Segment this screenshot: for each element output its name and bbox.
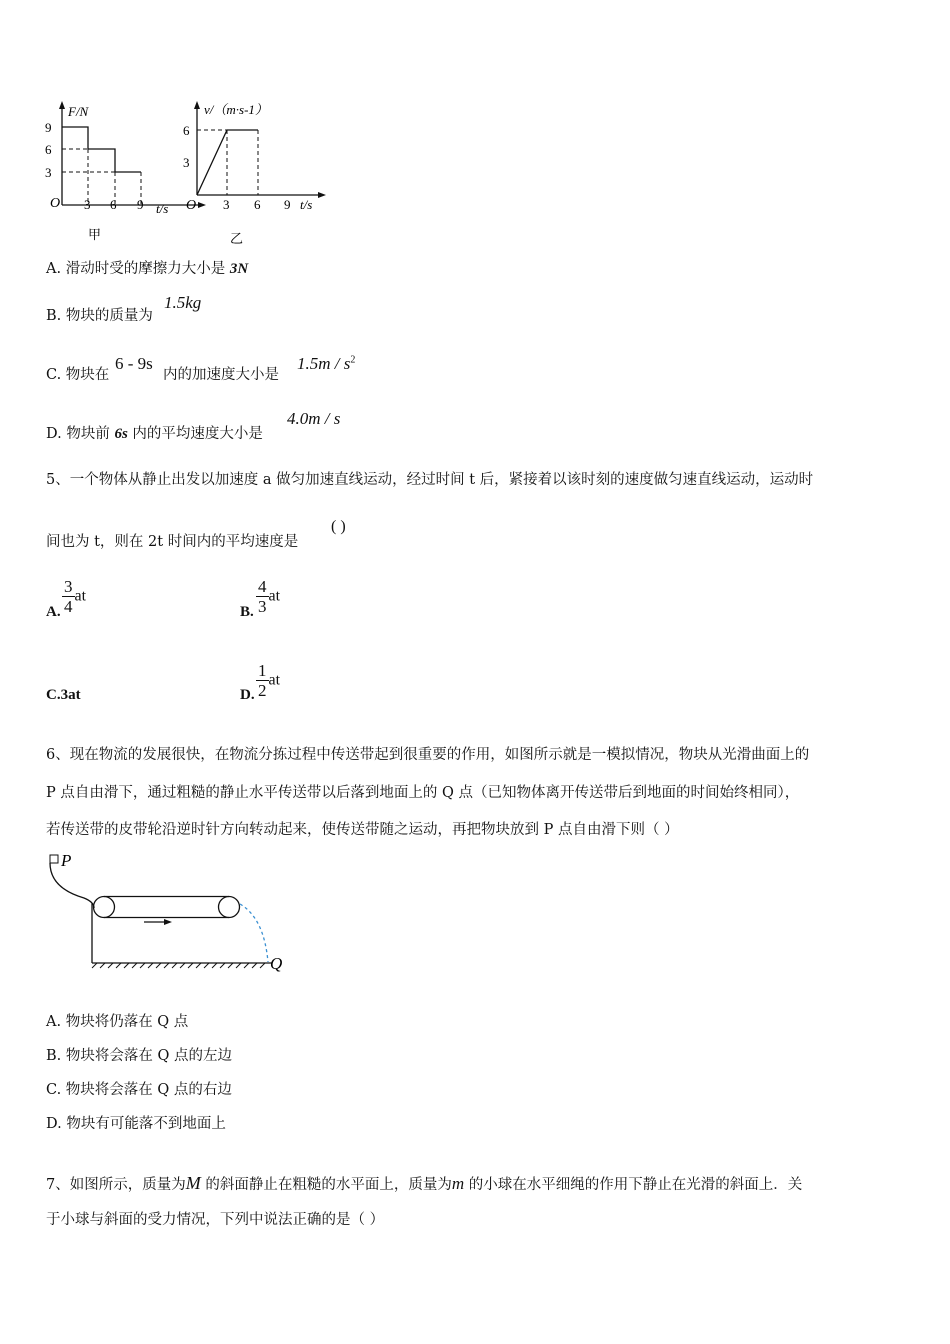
y-tick: 6 xyxy=(45,142,52,157)
q5-option-a-math xyxy=(62,577,86,616)
block-icon xyxy=(50,855,58,863)
fraction xyxy=(256,577,269,616)
q7-mass-m: m xyxy=(451,1174,465,1193)
graph-left-ylabel: F/N xyxy=(68,104,89,119)
origin-label: O xyxy=(50,196,61,211)
q4-b-math: 1.5kg xyxy=(164,293,202,312)
origin-label: O xyxy=(186,198,197,213)
fraction xyxy=(62,577,75,616)
q4-d-math: 4.0m / s xyxy=(287,409,341,428)
graph-right-xlabel: t/s xyxy=(300,197,313,212)
option-text: A. 滑动时受的摩擦力大小是 xyxy=(46,261,230,277)
q6-option-a: A. 物块将仍落在 Q 点 xyxy=(46,1014,189,1030)
q7-line2: 于小球与斜面的受力情况，下列中说法正确的是（ ） xyxy=(46,1212,385,1228)
q5-paren: ( ) xyxy=(331,518,346,535)
graph-right-caption: 乙 xyxy=(230,231,244,246)
trajectory xyxy=(240,904,268,962)
q5-line2: 间也为 t，则在 2t 时间内的平均速度是 xyxy=(46,534,299,550)
math-sup: 2 xyxy=(350,354,356,366)
q4-c-math1: 6 - 9s xyxy=(115,354,153,373)
q6-line2: P 点自由滑下，通过粗糙的静止水平传送带以后落到地面上的 Q 点（已知物体离开传送带后到地面的时间始终相同）， xyxy=(46,785,800,801)
y-tick: 9 xyxy=(45,120,52,135)
q4-option-a xyxy=(46,259,248,279)
q6-option-b: B. 物块将会落在 Q 点的左边 xyxy=(46,1048,232,1064)
denominator: 3 xyxy=(258,597,267,616)
q6-line1: 6、现在物流的发展很快，在物流分拣过程中传送带起到很重要的作用，如图所示就是一模拟情况，物块从光滑曲面上的 xyxy=(46,747,810,763)
denominator: 4 xyxy=(64,597,73,616)
curved-surface xyxy=(50,863,94,908)
q5-option-b-label: B. xyxy=(240,604,254,620)
x-tick: 9 xyxy=(284,197,291,212)
numerator: 1 xyxy=(258,661,267,680)
q4-option-d xyxy=(46,424,263,444)
q7-line1 xyxy=(46,1173,802,1195)
y-tick: 3 xyxy=(45,165,52,180)
option-text: 内的平均速度大小是 xyxy=(127,426,263,442)
q7-text: 7、如图所示，质量为 xyxy=(46,1177,186,1193)
q5-option-a-label: A. xyxy=(46,604,61,620)
fraction xyxy=(256,661,269,700)
q5-option-b-math xyxy=(256,577,280,616)
q4-c-text2: 内的加速度大小是 xyxy=(163,367,279,383)
option-value: 3N xyxy=(229,261,249,277)
math-text: 1.5m / s xyxy=(297,354,351,373)
graph-left-caption: 甲 xyxy=(88,227,102,242)
numerator: 4 xyxy=(258,577,267,596)
graph-left-xlabel: t/s xyxy=(156,201,169,216)
graph-right-ylabel: v/（m·s-1） xyxy=(204,102,268,117)
q4-option-c xyxy=(46,365,109,385)
suffix: at xyxy=(268,587,281,605)
numerator: 3 xyxy=(64,577,73,596)
q7-text: 的小球在水平细绳的作用下静止在光滑的斜面上．关 xyxy=(464,1177,803,1193)
option-text: D. 物块前 xyxy=(46,426,115,442)
x-tick: 6 xyxy=(110,197,117,212)
option-text: B. 物块的质量为 xyxy=(46,308,153,324)
conveyor-figure xyxy=(44,848,294,976)
x-tick: 6 xyxy=(254,197,261,212)
y-tick: 3 xyxy=(183,155,190,170)
point-q-label: Q xyxy=(270,954,283,973)
q7-mass-M: M xyxy=(185,1173,201,1193)
q6-line3: 若传送带的皮带轮沿逆时针方向转动起来，使传送带随之运动，再把物块放到 P 点自由滑下则（ ） xyxy=(46,822,679,838)
q6-option-d: D. 物块有可能落不到地面上 xyxy=(46,1116,226,1132)
graph-velocity-time xyxy=(183,101,326,246)
graph-force-time xyxy=(45,101,206,242)
left-pulley xyxy=(94,897,115,918)
right-pulley xyxy=(219,897,240,918)
denominator: 2 xyxy=(258,681,267,700)
option-value: 6s xyxy=(114,426,128,442)
q5-option-d-math xyxy=(256,661,280,700)
y-tick: 6 xyxy=(183,123,190,138)
q4-option-b xyxy=(46,306,153,326)
x-tick: 3 xyxy=(84,197,91,212)
x-tick: 9 xyxy=(137,197,144,212)
q4-c-math2 xyxy=(297,354,355,374)
point-p-label: P xyxy=(61,851,72,870)
q5-option-c-label: C.3at xyxy=(46,687,81,703)
x-tick: 3 xyxy=(223,197,230,212)
q6-option-c: C. 物块将会落在 Q 点的右边 xyxy=(46,1082,232,1098)
q5-option-d-label: D. xyxy=(240,687,255,703)
suffix: at xyxy=(268,671,281,689)
suffix: at xyxy=(74,587,87,605)
option-text: C. 物块在 xyxy=(46,367,110,383)
q7-text: 的斜面静止在粗糙的水平面上，质量为 xyxy=(200,1177,452,1193)
graphs-figure xyxy=(40,95,340,255)
q5-line1: 5、一个物体从静止出发以加速度 a 做匀加速直线运动，经过时间 t 后，紧接着以该时刻的速度做匀速直线运动，运动时 xyxy=(46,472,814,488)
